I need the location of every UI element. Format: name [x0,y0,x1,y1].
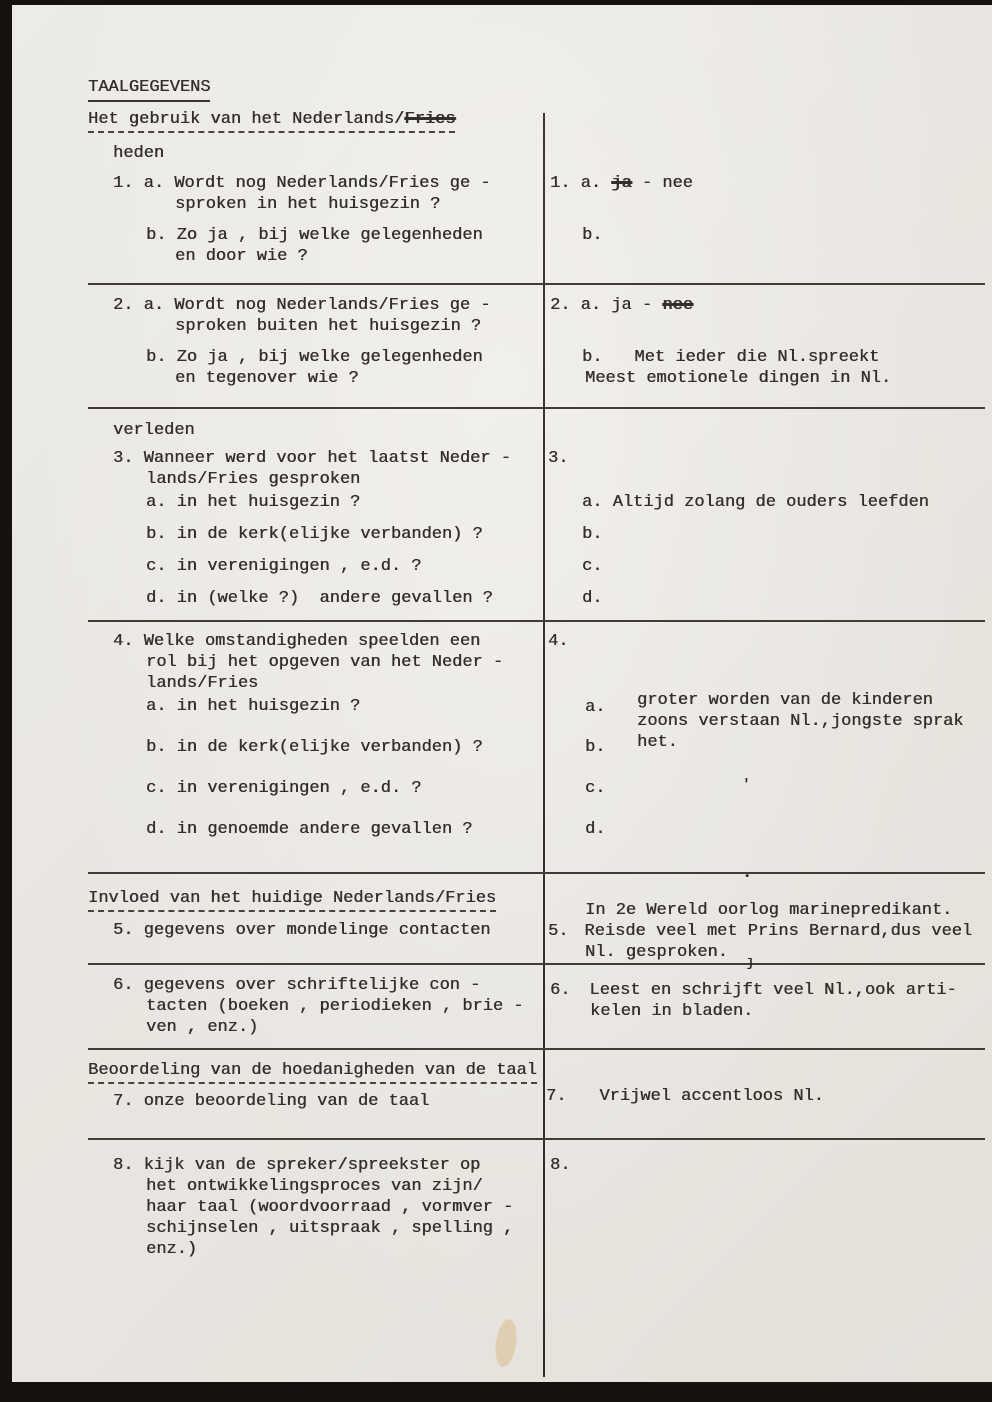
row-divider-5 [88,963,985,965]
q4-answer-text-1: groter worden van de kinderen [637,691,933,710]
q4-answer-num: 4. [548,632,569,651]
section-use-heading [88,109,455,133]
scanned-questionnaire-page [12,5,992,1382]
q3-line-a: a. in het huisgezin ? [146,493,361,512]
stray-mark-2: • [744,872,751,883]
q4-answer-text-3: het. [637,733,678,752]
q8-answer-num: 8. [550,1156,571,1175]
section-past-label: verleden [113,421,195,440]
q2-line-b1: b. Zo ja , bij welke gelegenheden [146,348,483,367]
q4-answer-labels [543,690,637,758]
q3-answer-a: a. Altijd zolang de ouders leefden [582,493,929,512]
question-4-left [88,631,543,840]
question-1-row [88,173,985,267]
q4-answer-c: c. [585,779,606,798]
q4-line-d: d. in genoemde andere gevallen ? [146,820,473,839]
row-divider-6 [88,1048,985,1050]
question-1-left [88,173,543,267]
q1-line-a1: 1. a. Wordt nog Nederlands/Fries ge - [113,174,491,193]
section-use-heading-text: Het gebruik van het Nederlands/ [88,110,405,129]
q8-line-1: 8. kijk van de spreker/spreekster op [113,1156,481,1175]
question-3-left [88,420,543,609]
row-divider-2 [88,407,985,409]
question-6-answer [543,975,985,1038]
q4-line-c: c. in verenigingen , e.d. ? [146,779,422,798]
question-5-answer [543,883,985,963]
q4-line-2: rol bij het opgeven van het Neder - [146,653,504,672]
q2-line-a2: sproken buiten het huisgezin ? [175,317,482,336]
question-7-answer [543,1060,985,1112]
question-8-row [88,1155,985,1260]
question-6-row [88,975,985,1038]
q4-answer-text-2: zoons verstaan Nl.,jongste sprak [637,712,964,731]
page-title: TAALGEGEVENS [88,77,210,102]
question-4-row [88,631,985,840]
row-divider-3 [88,620,985,622]
q6-line-3: ven , enz.) [146,1018,259,1037]
question-1-answer [543,173,985,267]
q2-line-a1: 2. a. Wordt nog Nederlands/Fries ge - [113,296,491,315]
q5-answer-line2 [543,921,985,942]
section-influence-heading: Invloed van het huidige Nederlands/Fries [88,888,496,912]
q2-line-b2: en tegenover wie ? [175,369,359,388]
q1-answer-b-label: b. [582,226,603,245]
q5-answer-line1: In 2e Wereld oorlog marinepredikant. [585,901,953,920]
question-3-row [88,420,985,609]
row-divider-4 [88,872,985,874]
question-3-answer [543,420,985,609]
q4-line-a: a. in het huisgezin ? [146,697,361,716]
question-4-answer [543,631,985,840]
q3-answer-c: c. [582,557,603,576]
q5-answer-line3: Nl. gesproken. [585,943,728,962]
question-7-row [88,1060,985,1112]
q4-line-3: lands/Fries [146,674,259,693]
stray-mark-3: ȷ [746,955,755,971]
q3-answer-d: d. [582,589,603,608]
q6-line-2: tacten (boeken , periodieken , brie - [146,997,524,1016]
q4-answer-ab-block [543,690,985,758]
q8-line-4: schijnselen , uitspraak , spelling , [146,1219,514,1238]
q1-line-b2: en door wie ? [175,247,308,266]
q5-item: 5. gegevens over mondelinge contacten [113,921,491,940]
page-title-block [88,77,210,102]
q3-line-1: 3. Wanneer werd voor het laatst Neder - [113,449,511,468]
question-2-row [88,295,985,389]
q3-answer-b: b. [582,525,603,544]
q6-answer-line2: kelen in bladen. [590,1002,754,1021]
q4-answer-d: d. [585,820,606,839]
section-influence-heading-block [88,888,543,912]
q6-answer-num: 6. [550,981,571,1000]
q7-answer-num: 7. [546,1087,567,1106]
q8-line-5: enz.) [146,1240,198,1259]
q6-answer-line1-text: Leest en schrijft veel Nl.,ook arti- [589,981,957,1000]
q8-line-3: haar taal (woordvoorraad , vormver - [146,1198,514,1217]
row-divider-7 [88,1138,985,1140]
section-use-heading-struck-word: Fries [404,110,456,129]
q2-answer-b [543,347,985,368]
paper-stain [493,1318,519,1368]
section-judgement-heading: Beoordeling van de hoedanigheden van de taal [88,1060,537,1084]
section-use-heading-block [88,109,455,164]
section-use-subheading-heden: heden [113,144,165,163]
question-6-left [88,975,543,1038]
question-2-answer [543,295,985,389]
q2-answer-b-label: b. [582,348,603,367]
q3-line-2: lands/Fries gesproken [146,470,361,489]
question-5-row [88,883,985,963]
q3-line-b: b. in de kerk(elijke verbanden) ? [146,525,483,544]
q4-answer-a-label: a. [585,698,606,717]
q2-answer-a: 2. a. ja - nee [550,296,693,315]
q6-answer-line1 [543,980,985,1001]
q3-line-c: c. in verenigingen , e.d. ? [146,557,422,576]
q7-answer-line [543,1086,985,1107]
q8-line-2: het ontwikkelingsproces van zijn/ [146,1177,483,1196]
question-2-left [88,295,543,389]
q7-answer-text: Vrijwel accentloos Nl. [599,1087,824,1106]
q4-line-b: b. in de kerk(elijke verbanden) ? [146,738,483,757]
question-5-left [88,883,543,963]
q1-answer-struck-ja: ja [611,174,632,193]
q1-line-a2: sproken in het huisgezin ? [175,195,441,214]
q3-line-d: d. in (welke ?) andere gevallen ? [146,589,493,608]
q1-answer-a: 1. a. ja - nee [550,174,693,193]
q2-answer-struck-nee: nee [662,296,693,315]
q2-answer-b-text: Met ieder die Nl.spreekt [634,348,880,367]
section-judgement-heading-block [88,1060,543,1084]
q7-item: 7. onze beoordeling van de taal [113,1092,430,1111]
row-divider-1 [88,283,985,285]
q4-line-1: 4. Welke omstandigheden speelden een [113,632,481,651]
question-8-answer [543,1155,985,1260]
question-8-left [88,1155,543,1260]
q4-answer-b-label: b. [585,738,606,757]
q2-answer-b-text2: Meest emotionele dingen in Nl. [585,369,892,388]
q4-answer-text [637,690,963,758]
q5-answer-line2-text: Reisde veel met Prins Bernard,dus veel [584,922,973,941]
q6-line-1: 6. gegevens over schriftelijke con - [113,976,481,995]
q3-answer-num: 3. [548,449,569,468]
question-7-left [88,1060,543,1112]
q1-line-b1: b. Zo ja , bij welke gelegenheden [146,226,483,245]
q5-answer-num: 5. [548,922,569,941]
stray-mark-1: ' [742,777,751,793]
